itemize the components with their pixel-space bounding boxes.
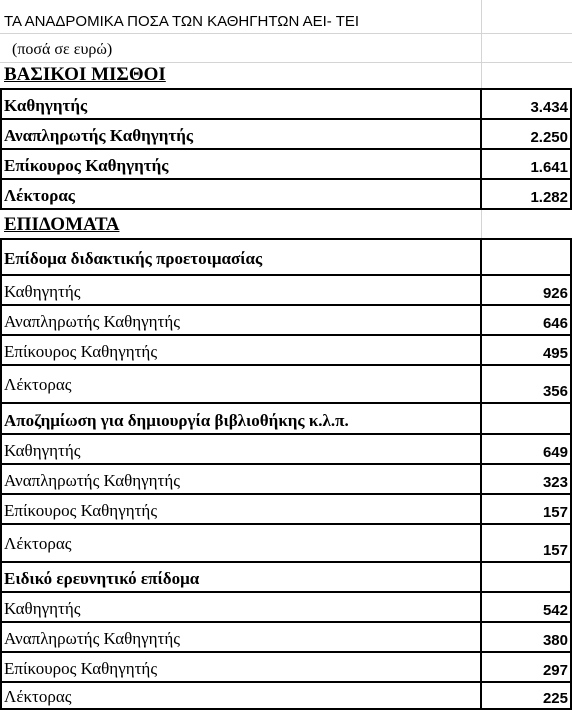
allowance-group-title-row[interactable] xyxy=(0,239,572,275)
row-label: Επίκουρος Καθηγητής xyxy=(4,342,158,361)
allowance-group-title: Ειδικό ερευνητικό επίδομα xyxy=(4,569,200,588)
border-line xyxy=(0,402,572,404)
row-label: Καθηγητής xyxy=(4,441,81,460)
table-row[interactable] xyxy=(0,682,572,710)
row-label: Καθηγητής xyxy=(4,282,81,301)
title-row[interactable] xyxy=(0,0,572,33)
table-row[interactable] xyxy=(0,464,572,494)
row-label: Αναπληρωτής Καθηγητής xyxy=(4,312,180,331)
row-label: Επίκουρος Καθηγητής xyxy=(4,659,158,678)
row-value: 356 xyxy=(542,383,568,400)
allowances-heading-row[interactable] xyxy=(0,209,572,239)
row-label: Αναπληρωτής Καθηγητής xyxy=(4,126,194,145)
allowances-heading: ΕΠΙΔΟΜΑΤΑ xyxy=(4,214,120,235)
border-line xyxy=(0,493,572,495)
row-label: Λέκτορας xyxy=(4,534,72,553)
table-row[interactable] xyxy=(0,335,572,365)
border-line xyxy=(0,238,572,240)
border-line xyxy=(0,148,572,150)
row-value: 157 xyxy=(542,542,568,559)
row-value: 3.434 xyxy=(530,99,568,116)
border-line xyxy=(0,463,572,465)
row-value: 1.282 xyxy=(530,189,568,206)
border-line xyxy=(0,178,572,180)
table-row[interactable] xyxy=(0,119,572,149)
border-line xyxy=(480,88,482,210)
border-line xyxy=(0,88,2,210)
grid-row-divider xyxy=(0,33,572,34)
border-line xyxy=(0,561,572,563)
grid-row-divider xyxy=(0,62,572,63)
border-line xyxy=(0,591,572,593)
allowance-group-title: Αποζημίωση για δημιουργία βιβλιοθήκης κ.λ.π. xyxy=(4,411,349,430)
row-label: Επίκουρος Καθηγητής xyxy=(4,501,158,520)
row-label: Λέκτορας xyxy=(4,186,75,205)
row-label: Επίκουρος Καθηγητής xyxy=(4,156,169,175)
row-value: 297 xyxy=(542,662,568,679)
row-value: 2.250 xyxy=(530,129,568,146)
unit-note: (ποσά σε ευρώ) xyxy=(12,41,113,58)
table-row[interactable] xyxy=(0,592,572,622)
allowance-group-title: Επίδομα διδακτικής προετοιμασίας xyxy=(4,249,263,268)
row-label: Αναπληρωτής Καθηγητής xyxy=(4,471,180,490)
row-value: 649 xyxy=(542,444,568,461)
row-label: Λέκτορας xyxy=(4,687,72,706)
row-value: 157 xyxy=(542,504,568,521)
basic-salaries-heading-row[interactable] xyxy=(0,62,572,89)
table-row[interactable] xyxy=(0,494,572,524)
unit-note-row[interactable] xyxy=(0,33,572,62)
border-line xyxy=(0,238,2,710)
table-row[interactable] xyxy=(0,275,572,305)
border-line xyxy=(0,208,572,210)
border-line xyxy=(0,651,572,653)
allowance-group-title-row[interactable] xyxy=(0,403,572,434)
table-row[interactable] xyxy=(0,434,572,464)
allowance-group-title-row[interactable] xyxy=(0,562,572,592)
table-row[interactable] xyxy=(0,305,572,335)
border-line xyxy=(0,364,572,366)
table-row[interactable] xyxy=(0,179,572,209)
border-line xyxy=(0,433,572,435)
row-label: Καθηγητής xyxy=(4,599,81,618)
row-value: 646 xyxy=(542,315,568,332)
border-line xyxy=(0,304,572,306)
border-line xyxy=(480,238,482,710)
border-line xyxy=(0,334,572,336)
table-row[interactable] xyxy=(0,89,572,119)
row-value: 380 xyxy=(542,632,568,649)
table-row[interactable] xyxy=(0,524,572,562)
border-line xyxy=(0,681,572,683)
row-label: Λέκτορας xyxy=(4,375,72,394)
row-value: 1.641 xyxy=(530,159,568,176)
table-row[interactable] xyxy=(0,149,572,179)
row-label: Αναπληρωτής Καθηγητής xyxy=(4,629,180,648)
row-label: Καθηγητής xyxy=(4,96,88,115)
row-value: 323 xyxy=(542,474,568,491)
row-value: 542 xyxy=(542,602,568,619)
table-row[interactable] xyxy=(0,622,572,652)
sheet-title: ΤΑ ΑΝΑΔΡΟΜΙΚΑ ΠΟΣΑ ΤΩΝ ΚΑΘΗΓΗΤΩΝ ΑΕΙ- ΤΕΙ xyxy=(4,13,360,30)
border-line xyxy=(0,88,572,90)
border-line xyxy=(0,118,572,120)
border-line xyxy=(0,621,572,623)
border-line xyxy=(0,523,572,525)
row-value: 225 xyxy=(542,690,568,707)
row-value: 926 xyxy=(542,285,568,302)
border-line xyxy=(0,274,572,276)
basic-salaries-heading: ΒΑΣΙΚΟΙ ΜΙΣΘΟΙ xyxy=(4,64,166,85)
row-value: 495 xyxy=(542,345,568,362)
table-row[interactable] xyxy=(0,365,572,403)
table-row[interactable] xyxy=(0,652,572,682)
